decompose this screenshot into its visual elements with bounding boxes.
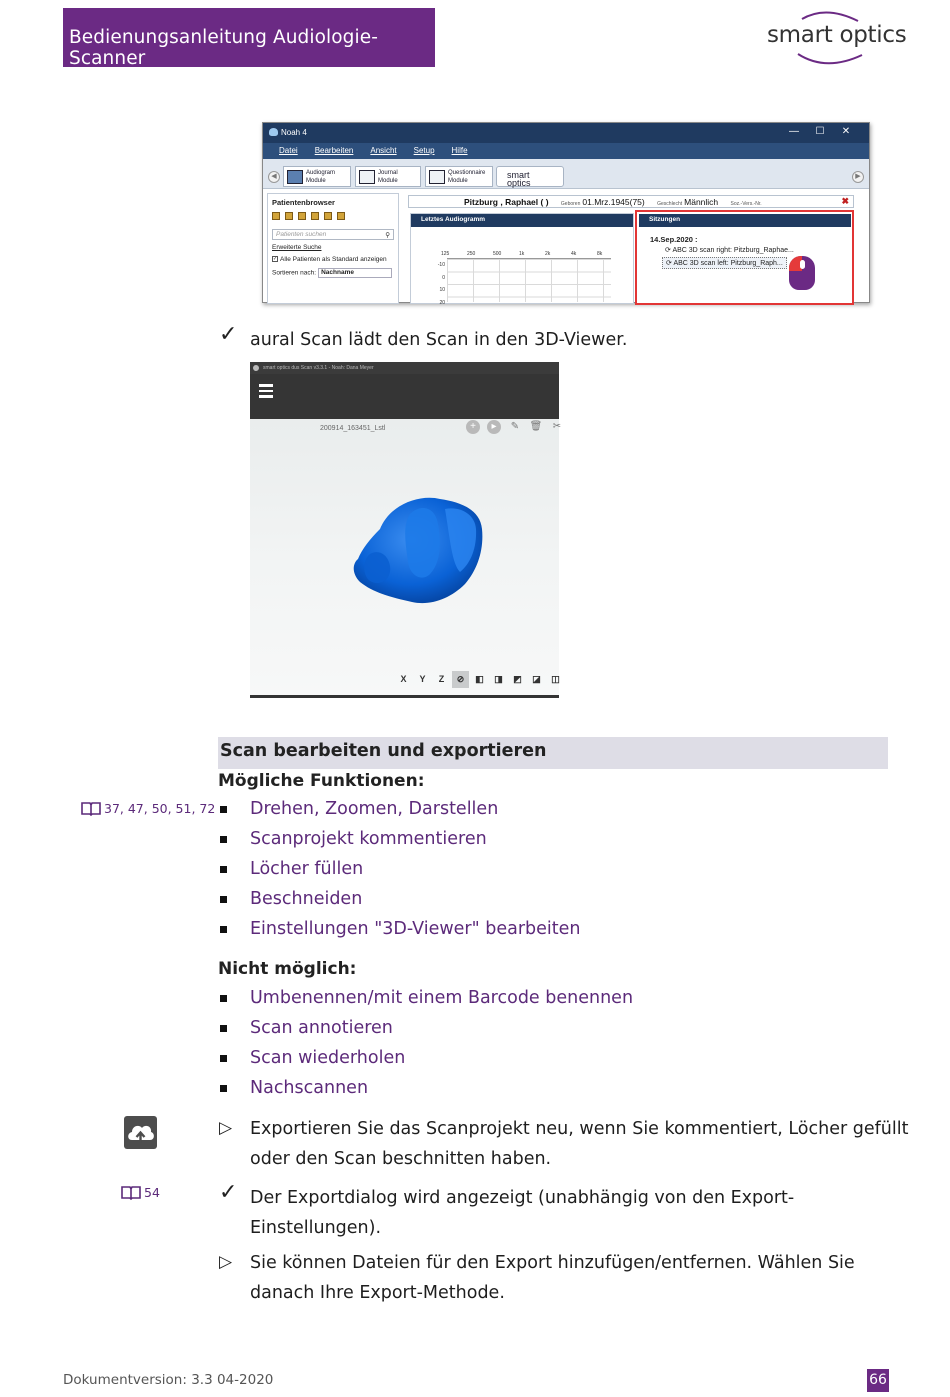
patient-toolbar	[272, 212, 394, 222]
function-link-rename[interactable]: Umbenennen/mit einem Barcode benennen	[250, 988, 634, 1008]
patient-name: Pitzburg , Raphael ( )	[464, 197, 549, 207]
patient-gender: Männlich	[684, 197, 719, 207]
bullet	[220, 1085, 227, 1092]
questionnaire-icon	[429, 170, 445, 184]
viewer-screenshot	[250, 362, 562, 698]
function-link-repeat[interactable]: Scan wiederholen	[250, 1048, 406, 1068]
search-icon[interactable]: ⚲	[385, 232, 390, 239]
extended-search-link[interactable]: Erweiterte Suche	[272, 244, 322, 251]
result-check-icon: ✓	[219, 322, 238, 347]
smart-optics-logo: smart optics	[764, 8, 894, 68]
session-date: 14.Sep.2020 :	[650, 235, 698, 244]
noah-app-icon	[269, 128, 278, 136]
maximize-icon[interactable]: ☐	[815, 126, 825, 137]
view-y-button[interactable]: Y	[419, 674, 426, 684]
bullet	[220, 896, 227, 903]
mouse-double-click-icon	[789, 256, 815, 290]
function-link-rotate[interactable]: Drehen, Zoomen, Darstellen	[250, 799, 499, 819]
function-link-comment[interactable]: Scanprojekt kommentieren	[250, 829, 487, 849]
book-icon	[121, 1185, 141, 1200]
audiogram-frequencies: 125 250 500 1k 2k 4k 8k	[441, 251, 603, 257]
bullet	[220, 1055, 227, 1062]
menu-icon[interactable]	[259, 384, 273, 398]
page-number: 66	[867, 1369, 889, 1392]
not-possible-heading: Nicht möglich:	[218, 959, 357, 979]
module-bar	[263, 159, 869, 189]
session-item[interactable]: ⟳ ABC 3D scan right: Pitzburg_Raphae...	[665, 247, 794, 254]
function-link-annotate[interactable]: Scan annotieren	[250, 1018, 393, 1038]
document-title: Bedienungsanleitung Audiologie-Scanner	[69, 27, 379, 69]
audiogram-module-button[interactable]: Audiogram Module	[283, 166, 351, 187]
function-link-rescan[interactable]: Nachscannen	[250, 1078, 369, 1098]
viewer-tools	[466, 420, 571, 434]
function-link-viewer-settings[interactable]: Einstellungen "3D-Viewer" bearbeiten	[250, 919, 581, 939]
step-triangle-icon: ▷	[219, 1118, 233, 1138]
patient-birthdate: 01.Mrz.1945(75)	[582, 197, 645, 207]
journal-module-button[interactable]: Journal Module	[355, 166, 421, 187]
view-buttons	[395, 671, 566, 688]
result-check-icon: ✓	[219, 1180, 238, 1205]
bullet	[220, 926, 227, 933]
viewer-app-icon	[253, 365, 259, 371]
viewer-toolbar	[250, 374, 559, 419]
patient-search-input[interactable]: Patienten suchen ⚲	[272, 229, 394, 240]
home-patient-icon[interactable]	[337, 212, 345, 220]
audiogram-grid	[447, 258, 611, 302]
print-patient-icon[interactable]	[324, 212, 332, 220]
menu-bearbeiten[interactable]: Bearbeiten	[314, 146, 354, 155]
add-icon[interactable]: +	[466, 420, 480, 434]
show-all-row: ✓ Alle Patienten als Standard anzeigen	[273, 256, 387, 263]
page-reference: 54	[121, 1185, 160, 1200]
viewer-file-name: 200914_163451_Lstl	[320, 425, 386, 432]
edit-patient-icon[interactable]	[285, 212, 293, 220]
scan-icon: ⟳	[666, 260, 674, 267]
close-patient-icon[interactable]: ✖	[841, 196, 849, 206]
view-front-button[interactable]: ◧	[475, 674, 484, 684]
function-link-fill-holes[interactable]: Löcher füllen	[250, 859, 364, 879]
step-text: Sie können Dateien für den Export hinzufügen/entfernen. Wählen Sie danach Ihre Export-Methode.	[250, 1253, 855, 1303]
smart-optics-module-button[interactable]: smart optics	[496, 166, 564, 187]
trash-icon[interactable]: 🗑	[529, 421, 543, 432]
sort-row: Sortieren nach: Nachname	[272, 268, 394, 278]
patient-browser: Patientenbrowser Patienten suchen ⚲ Erweiterte Suche ✓ Alle Patienten als Standard anzeigen Sortieren nach: Nachname	[267, 193, 399, 304]
view-reset-button[interactable]: ⊘	[452, 671, 469, 688]
bullet	[220, 995, 227, 1002]
view-left-button[interactable]: ◩	[513, 674, 522, 684]
cloud-upload-icon[interactable]	[124, 1116, 157, 1149]
play-icon[interactable]: ▸	[487, 420, 501, 434]
ear-scan-3d-model[interactable]	[350, 494, 485, 609]
audiogram-db-levels: -10 0 10 20	[437, 262, 445, 306]
module-prev-icon[interactable]: ◀	[268, 171, 280, 183]
show-all-checkbox[interactable]: ✓	[273, 256, 278, 263]
session-item[interactable]: ⟳ ABC 3D scan left: Pitzburg_Raph...	[662, 257, 787, 269]
new-patient-icon[interactable]	[272, 212, 280, 220]
step-triangle-icon: ▷	[219, 1252, 233, 1272]
page-reference: 37, 47, 50, 51, 72	[81, 801, 215, 816]
view-back-button[interactable]: ◨	[494, 674, 503, 684]
journal-icon	[359, 170, 375, 184]
edit-icon[interactable]: ✎	[510, 421, 520, 432]
function-link-trim[interactable]: Beschneiden	[250, 889, 363, 909]
viewer-titlebar: smart optics dus Scan v3.3.1 - Noah: Dana Meyer	[250, 362, 559, 374]
view-right-button[interactable]: ◪	[532, 674, 541, 684]
sessions-panel: Sitzungen 14.Sep.2020 : ⟳ ABC 3D scan right: Pitzburg_Raphae... ⟳ ABC 3D scan left: Pitzburg_Raph...	[635, 210, 854, 305]
menu-datei[interactable]: Datei	[279, 146, 298, 155]
module-next-icon[interactable]: ▶	[852, 171, 864, 183]
section-heading: Scan bearbeiten und exportieren	[218, 737, 888, 769]
view-z-button[interactable]: Z	[438, 674, 445, 684]
step-text: Exportieren Sie das Scanprojekt neu, wenn Sie kommentiert, Löcher gefüllt oder den Scan beschnitten haben.	[250, 1119, 909, 1169]
result-text: aural Scan lädt den Scan in den 3D-Viewer.	[250, 330, 628, 350]
bullet	[220, 836, 227, 843]
bullet	[220, 1025, 227, 1032]
view-top-button[interactable]: ◫	[551, 674, 560, 684]
scan-icon: ⟳	[665, 247, 673, 254]
merge-patient-icon[interactable]	[311, 212, 319, 220]
result-text: Der Exportdialog wird angezeigt (unabhängig von den Export- Einstellungen).	[250, 1188, 795, 1238]
possible-functions-heading: Mögliche Funktionen:	[218, 771, 425, 791]
view-x-button[interactable]: X	[400, 674, 407, 684]
book-icon	[81, 801, 101, 816]
noah-screenshot	[262, 122, 870, 306]
noah-titlebar: Noah 4 — ☐ ✕	[263, 123, 869, 143]
bullet	[220, 806, 227, 813]
cut-icon[interactable]: ✂	[552, 421, 562, 432]
audiogram-panel: Letztes Audiogramm 125 250 500 1k 2k 4k 8k -10 0 10 20	[410, 213, 634, 304]
bullet	[220, 866, 227, 873]
close-icon[interactable]: ✕	[841, 126, 851, 137]
sort-select[interactable]: Nachname	[318, 268, 392, 278]
menu-hilfe[interactable]: Hilfe	[451, 146, 468, 155]
menu-setup[interactable]: Setup	[413, 146, 435, 155]
document-version: Dokumentversion: 3.3 04-2020	[63, 1372, 274, 1388]
noah-menubar	[263, 143, 869, 159]
questionnaire-module-button[interactable]: Questionnaire Module	[425, 166, 493, 187]
document-header	[63, 8, 435, 67]
patient-info-bar: Pitzburg , Raphael ( ) Geboren 01.Mrz.1945(75) Geschlecht Männlich Soz.-Vers.-Nr. ✖	[408, 195, 854, 208]
menu-ansicht[interactable]: Ansicht	[370, 146, 397, 155]
delete-patient-icon[interactable]	[298, 212, 306, 220]
minimize-icon[interactable]: —	[789, 126, 799, 137]
audiogram-icon	[287, 170, 303, 184]
